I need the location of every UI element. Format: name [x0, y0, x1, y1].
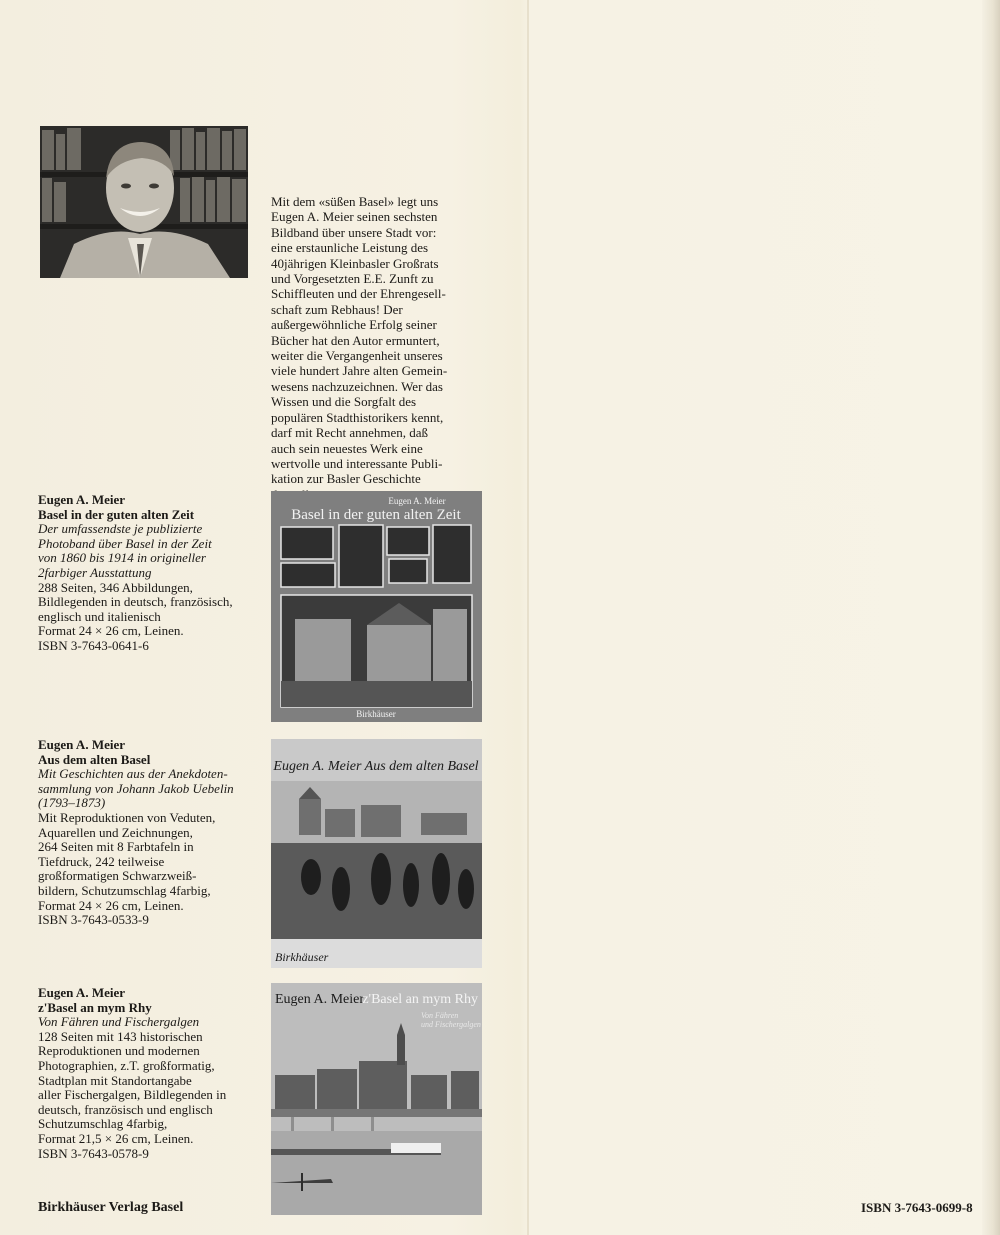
cover-author: Eugen A. Meier: [275, 992, 365, 1007]
book-entry-zbasel-an-mym-rhy: [38, 986, 268, 1161]
book-subtitle: Der umfassendste je publizierte Photoband über Basel in der Zeit von 1860 bis 1914 in origineller 2farbiger Ausstattung: [38, 521, 212, 580]
cover-edge: [982, 0, 1000, 1235]
book-cover-basel-gute-alte-zeit: [271, 491, 482, 722]
book-entry-aus-dem-alten-basel: [38, 738, 268, 928]
book-entry-basel-gute-alte-zeit: [38, 493, 268, 654]
book-author: Eugen A. Meier: [38, 492, 126, 507]
cover-author: Eugen A. Meier: [388, 496, 446, 506]
book-cover-aus-dem-alten-basel: [271, 739, 482, 968]
cover-title: z'Basel an mym Rhy: [362, 992, 478, 1007]
cover-publisher: Birkhäuser: [356, 709, 396, 719]
isbn-number: ISBN 3-7643-0699-8: [861, 1200, 973, 1215]
author-photo: [40, 126, 248, 278]
cover-title: Eugen A. Meier Aus dem alten Basel: [273, 759, 479, 774]
blurb-text: Mit dem «süßen Basel» legt uns Eugen A. Meier seinen sechsten Bildband über unsere Stadt vor: eine erstaunliche Leistung des 40jährigen Kleinbasler Großrats und Vorgesetzten E.E. Zunft zu Schiffleuten und der Ehrengesell- schaft zum Rebhaus! Der außergewöhnliche Erfolg seiner Bücher hat den Autor ermuntert, weiter die Vergangenheit unseres viele hundert Jahre alten Gemein- wesens nachzuzeichnen. Wer das Wissen und die Sorgfalt des populären Stadthistorikers kennt, darf mit Recht annehmen, daß auch sein neuestes Werk eine wertvolle und interessante Publi- kation zur Basler Geschichte: [271, 194, 448, 487]
book-author: Eugen A. Meier: [38, 737, 126, 752]
book-title: Basel in der guten alten Zeit: [38, 506, 195, 522]
book-subtitle: Von Fähren und Fischergalgen: [38, 1014, 200, 1030]
publisher-name: Birkhäuser Verlag Basel: [38, 1200, 184, 1215]
book-details: Mit Reproduktionen von Veduten, Aquarellen und Zeichnungen, 264 Seiten mit 8 Farbtafeln in Tiefdruck, 242 teilweise großformatigen Schwarzweiß- bildern, Schutzumschlag 4farbig, Format 24 × 26 cm, Leinen. ISBN 3-7643-0533-9: [38, 809, 216, 928]
book-details: 288 Seiten, 346 Abbildungen, Bildlegenden in deutsch, französisch, englisch und italienisch Format 24 × 26 cm, Leinen. ISBN 3-7643-0641-6: [38, 579, 233, 653]
cover-publisher: Birkhäuser: [275, 950, 329, 964]
book-title: z'Basel an mym Rhy: [38, 999, 152, 1015]
book-details: 128 Seiten mit 143 historischen Reproduktionen und modernen Photographien, z.T. großformatig, Stadtplan mit Standortangabe aller Fischergalgen, Bildlegenden in deutsch, französisch und englisch Schutzumschlag 4farbig, Format 21,5 × 26 cm, Leinen. ISBN 3-7643-0578-9: [38, 1028, 227, 1161]
fold-line: [527, 0, 529, 1235]
book-author: Eugen A. Meier: [38, 985, 126, 1000]
book-subtitle: Mit Geschichten aus der Anekdoten- sammlung von Johann Jakob Uebelin (1793–1873): [38, 766, 234, 811]
cover-subtitle: Von Fähren und Fischergalgen: [421, 1011, 481, 1029]
book-cover-zbasel-an-mym-rhy: [271, 983, 482, 1215]
cover-title: Basel in der guten alten Zeit: [291, 507, 461, 523]
book-title: Aus dem alten Basel: [38, 751, 151, 767]
